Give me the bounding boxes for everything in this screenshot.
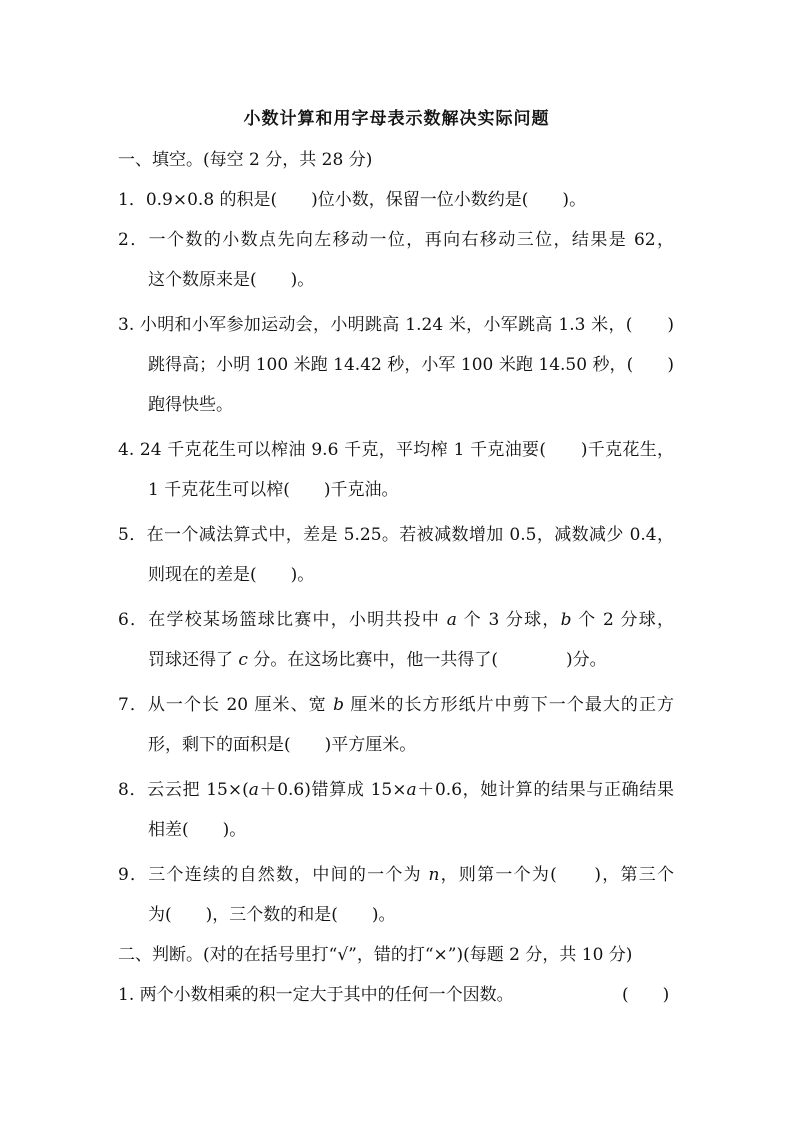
q6-text-c: 个 2 分球，: [571, 610, 674, 630]
q7-text-b: 厘米的长方形纸片中剪下一个最大的正方: [343, 695, 674, 715]
question-2-line-2: 这个数原来是( )。: [148, 270, 315, 290]
q8-text-c: ＋0.6，她计算的结果与正确结果: [416, 780, 675, 800]
question-7-line-1: [118, 693, 674, 717]
variable-a: a: [406, 780, 417, 800]
question-3-line-2: 跳得高；小明 100 米跑 14.42 秒，小军 100 米跑 14.50 秒，( ): [148, 355, 674, 375]
q8-text-b: ＋0.6)错算成 15×: [258, 780, 407, 800]
variable-a: a: [248, 780, 259, 800]
q7-text-a: 7．从一个长 20 厘米、宽: [118, 695, 334, 715]
question-4-line-1: 4. 24 千克花生可以榨油 9.6 千克，平均榨 1 千克油要( )千克花生，: [118, 440, 674, 460]
variable-n: n: [428, 865, 440, 885]
question-4-line-2: 1 千克花生可以榨( )千克油。: [148, 480, 399, 500]
q6-text-d: 罚球还得了: [148, 650, 239, 670]
question-6-line-2: [148, 648, 708, 672]
question-9-line-2: 为( )，三个数的和是( )。: [148, 905, 396, 925]
question-5-line-2: 则现在的差是( )。: [148, 565, 315, 585]
section-heading-fill-blanks: 一、填空。(每空 2 分，共 28 分): [118, 150, 373, 170]
question-7-line-2: 形，剩下的面积是( )平方厘米。: [148, 735, 417, 755]
question-6-line-1: [118, 608, 674, 632]
variable-a: a: [446, 610, 457, 630]
question-8-line-2: 相差( )。: [148, 820, 247, 840]
question-3-line-1: 3. 小明和小军参加运动会，小明跳高 1.24 米，小军跳高 1.3 米，( ): [118, 315, 674, 335]
question-3-line-3: 跑得快些。: [148, 395, 233, 415]
answer-bracket[interactable]: ( ): [622, 985, 670, 1005]
variable-b: b: [333, 695, 344, 715]
section-heading-true-false: 二、判断。(对的在括号里打“√”，错的打“×”)(每题 2 分，共 10 分): [118, 945, 633, 965]
question-1: 1．0.9×0.8 的积是( )位小数，保留一位小数约是( )。: [118, 190, 587, 210]
q9-text-a: 9．三个连续的自然数，中间的一个为: [118, 865, 429, 885]
question-5-line-1: 5．在一个减法算式中，差是 5.25。若被减数增加 0.5，减数减少 0.4，: [118, 525, 674, 545]
q6-text-e: 分。在这场比赛中，他一共得了( )分。: [247, 650, 607, 670]
question-9-line-1: [118, 863, 674, 887]
variable-b: b: [560, 610, 572, 630]
question-8-line-1: [118, 778, 674, 802]
q9-text-b: ，则第一个为( )，第三个: [439, 865, 674, 885]
q8-text-a: 8．云云把 15×(: [118, 780, 249, 800]
variable-c: c: [238, 650, 248, 670]
question-2-line-1: 2．一个数的小数点先向左移动一位，再向右移动三位，结果是 62，: [118, 230, 674, 250]
q6-text-b: 个 3 分球，: [456, 610, 561, 630]
judgment-1: 1. 两个小数相乘的积一定大于其中的任何一个因数。: [118, 985, 514, 1005]
q6-text-a: 6．在学校某场篮球比赛中，小明共投中: [118, 610, 447, 630]
page-title: 小数计算和用字母表示数解决实际问题: [243, 109, 550, 129]
